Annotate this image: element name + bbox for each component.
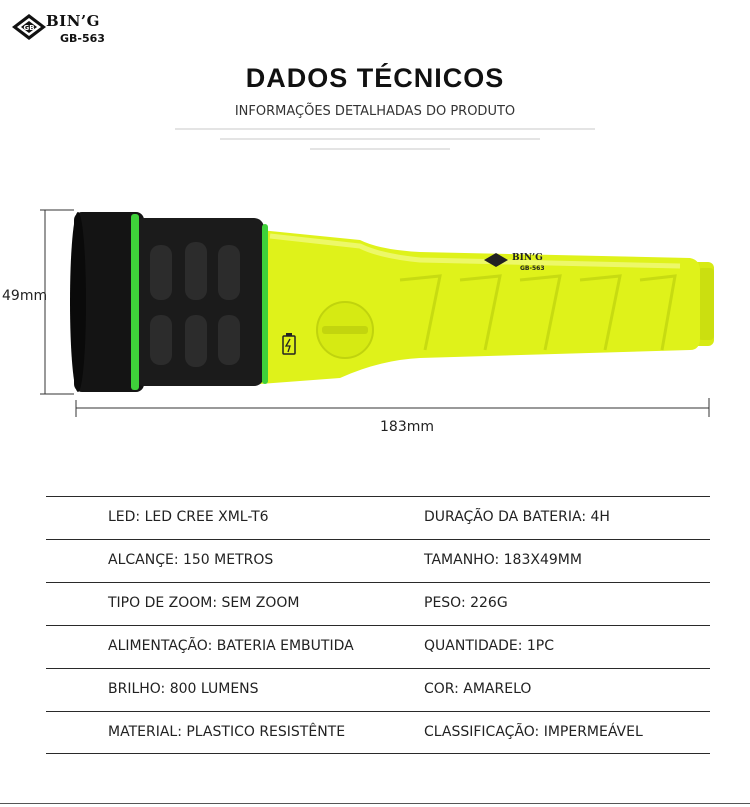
spec-quantity: QUANTIDADE: 1PC bbox=[424, 638, 555, 654]
bottom-divider bbox=[0, 803, 750, 804]
height-dimension-label: 49mm bbox=[2, 288, 48, 304]
brand-emblem-text: GB bbox=[23, 24, 35, 32]
specs-row bbox=[46, 582, 710, 625]
spec-zoom: TIPO DE ZOOM: SEM ZOOM bbox=[108, 595, 300, 611]
specs-row bbox=[46, 539, 710, 582]
specs-table bbox=[46, 496, 710, 754]
brand-name: BIN’G bbox=[46, 12, 100, 30]
brand-model: GB-563 bbox=[60, 32, 105, 45]
body-logo-model: GB-563 bbox=[520, 265, 545, 272]
body-logo-name: BIN’G bbox=[512, 253, 543, 263]
brand-emblem-icon bbox=[10, 12, 48, 42]
spec-battery-duration: DURAÇÃO DA BATERIA: 4H bbox=[424, 509, 610, 525]
faint-text-line bbox=[310, 148, 450, 150]
spec-brightness: BRILHO: 800 LUMENS bbox=[108, 681, 259, 697]
spec-range: ALCANÇE: 150 METROS bbox=[108, 552, 274, 568]
spec-color: COR: AMARELO bbox=[424, 681, 532, 697]
spec-size: TAMANHO: 183X49MM bbox=[424, 552, 582, 568]
specs-row bbox=[46, 711, 710, 754]
brand-logo bbox=[10, 10, 120, 46]
spec-weight: PESO: 226G bbox=[424, 595, 508, 611]
length-dimension-label: 183mm bbox=[380, 419, 434, 435]
faint-text-line bbox=[175, 128, 595, 130]
flashlight-image bbox=[0, 190, 750, 440]
spec-material: MATERIAL: PLASTICO RESISTÊNTE bbox=[108, 724, 346, 740]
spec-led: LED: LED CREE XML-T6 bbox=[108, 509, 269, 525]
faint-text-line bbox=[220, 138, 540, 140]
page-title: DADOS TÉCNICOS bbox=[245, 63, 505, 93]
specs-row bbox=[46, 496, 710, 539]
page-subtitle: INFORMAÇÕES DETALHADAS DO PRODUTO bbox=[234, 104, 516, 119]
specs-row bbox=[46, 625, 710, 668]
spec-power: ALIMENTAÇÃO: BATERIA EMBUTIDA bbox=[108, 638, 354, 654]
spec-rating: CLASSIFICAÇÃO: IMPERMEÁVEL bbox=[424, 724, 643, 740]
specs-row bbox=[46, 668, 710, 711]
